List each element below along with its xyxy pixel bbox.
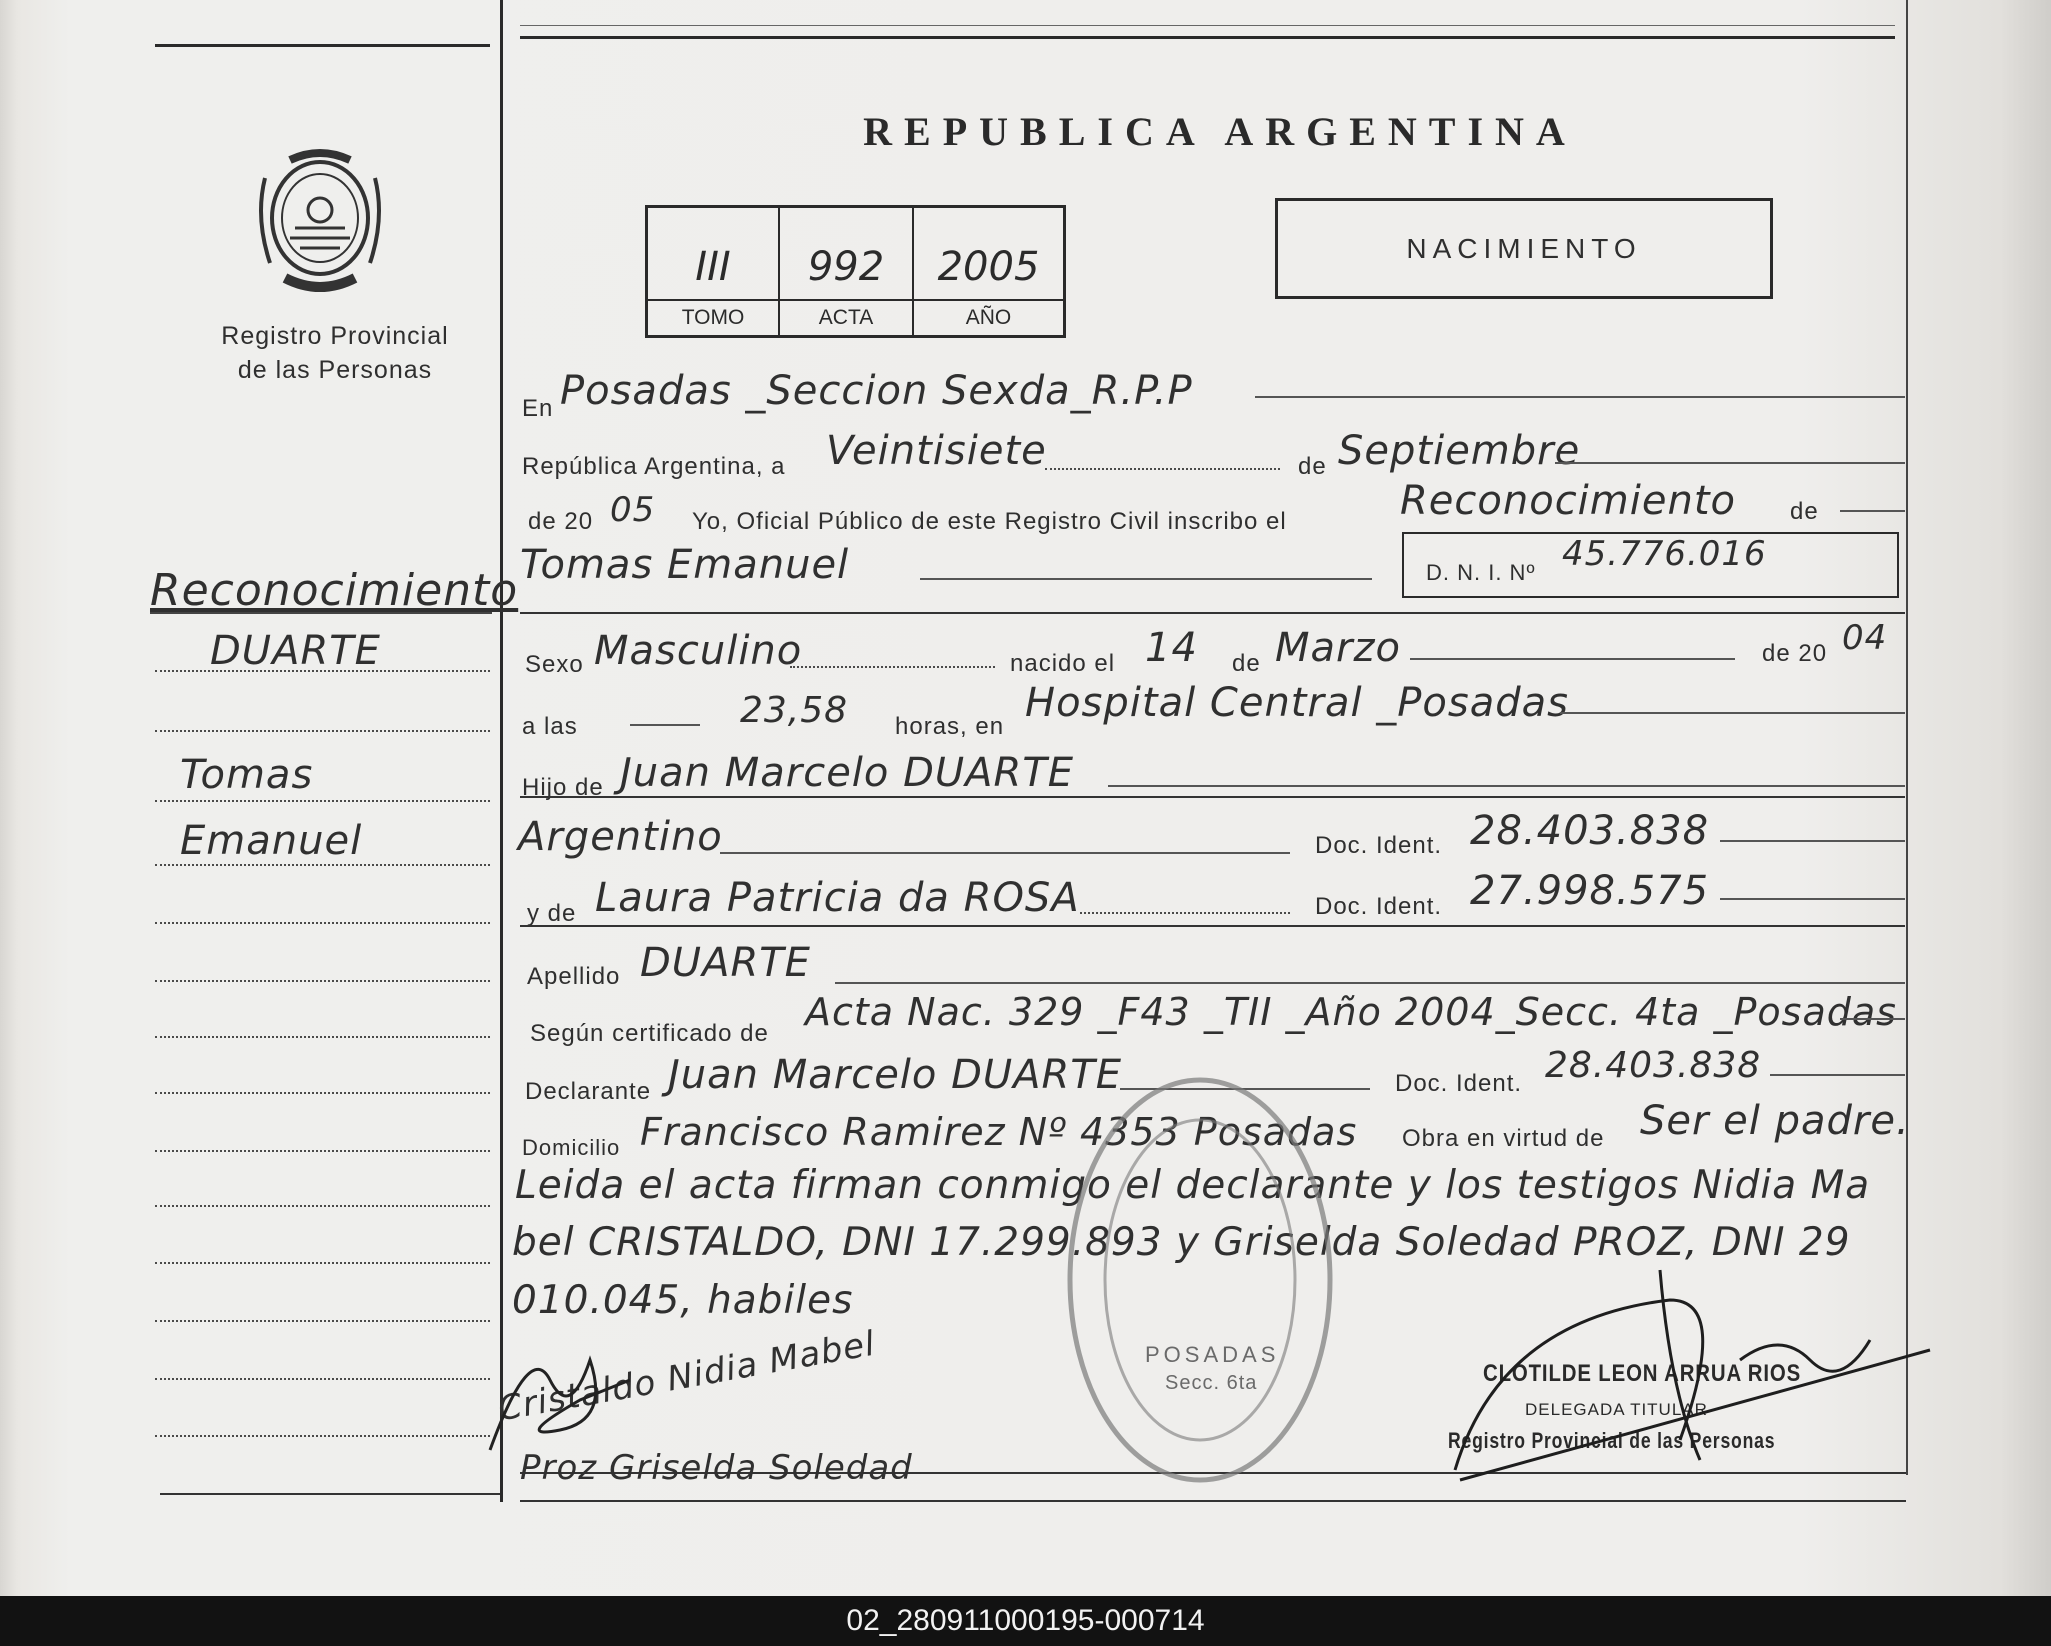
label-doc2: Doc. Ident. [1315,893,1443,920]
top-rule-right [520,36,1895,39]
label-hijo: Hijo de [522,774,604,801]
label-nacido: nacido el [1010,650,1116,677]
label-sexo: Sexo [525,651,584,678]
label-dni: D. N. I. Nº [1426,560,1536,585]
field-sexo: Masculino [594,628,803,674]
label-horas: horas, en [895,713,1005,740]
label-yde: y de [527,900,577,927]
label-alas: a las [522,713,578,740]
top-thin-rule [520,25,1895,26]
act-type: NACIMIENTO [1406,233,1642,264]
field-child-name: Tomas Emanuel [520,542,850,588]
field-domicile: Francisco Ramirez Nº 4353 Posadas [640,1110,1358,1154]
column-divider [500,0,503,1502]
official-role: DELEGADA TITULAR [1525,1400,1708,1419]
label-obra: Obra en virtud de [1402,1125,1605,1152]
field-dni: 45.776.016 [1562,534,1767,574]
page-title: REPUBLICA ARGENTINA [863,109,1577,154]
label-apellido: Apellido [527,963,621,990]
field-act: Reconocimiento [1400,478,1736,524]
dni-box [1402,532,1899,598]
label-declarante: Declarante [525,1078,652,1105]
label-en: En [522,395,554,422]
field-month: Septiembre [1338,428,1581,474]
field-declarant: Juan Marcelo DUARTE [668,1052,1123,1098]
label-certificado: Según certificado de [530,1020,769,1047]
witness-signature-1: Cristaldo Nidia Mabel [495,1323,879,1430]
tomo-label: TOMO [681,306,745,329]
province-seal-icon [245,138,395,298]
field-mother-doc: 27.998.575 [1470,868,1710,914]
registry-line2: de las Personas [237,356,433,384]
official-name: CLOTILDE LEON ARRUA RIOS [1483,1360,1802,1387]
ano-value: 2005 [937,244,1040,290]
stamp-inner1: POSADAS [1145,1342,1280,1367]
footer-code: 02_280911000195-000714 [0,1596,2051,1646]
label-de: de [1298,453,1327,480]
free-text-line2: bel CRISTALDO, DNI 17.299.893 y Griselda Soledad PROZ, DNI 29 [512,1220,1851,1265]
margin-note-name2: Emanuel [180,818,363,864]
margin-note-name1: Tomas [180,752,314,798]
acta-value: 992 [807,244,885,290]
field-day: Veintisiete [826,428,1047,474]
field-apellido: DUARTE [640,940,811,986]
acta-label: ACTA [818,306,874,329]
registry-stamp-icon [1055,1060,1345,1500]
top-rule-left [155,44,490,47]
act-type-box [1275,198,1773,299]
field-birth-month: Marzo [1275,625,1401,671]
field-birth-year: 04 [1842,618,1888,658]
label-oficial: Yo, Oficial Público de este Registro Civil inscribo el [692,508,1287,535]
witness-scribble-icon [470,1320,770,1480]
label-year: de 20 [528,508,594,535]
field-year: 05 [610,490,656,530]
free-text-line1: Leida el acta firman conmigo el declarante y los testigos Nidia Ma [515,1163,1871,1208]
official-office: Registro Provincial de las Personas [1448,1428,1776,1453]
record-id-table [645,205,1066,338]
label-doc1: Doc. Ident. [1315,832,1443,859]
field-father-nationality: Argentino [518,814,723,860]
margin-note-type: Reconocimiento [150,565,519,616]
field-virtue: Ser el padre. [1640,1098,1910,1144]
field-mother: Laura Patricia da ROSA [595,875,1080,921]
label-republica: República Argentina, a [522,453,786,480]
field-hour: 23,58 [740,690,849,731]
free-text-line3: 010.045, habiles [512,1278,854,1323]
witness-signature-2: Proz Griselda Soledad [520,1448,913,1488]
label-birth-year: de 20 [1762,640,1828,667]
margin-note-surname: DUARTE [210,628,381,674]
field-place: Posadas _Seccion Sexda_R.P.P [560,368,1193,414]
label-de2: de [1790,498,1819,525]
official-signature-icon [1440,1240,1940,1520]
tomo-value: III [695,244,731,290]
field-birth-day: 14 [1145,625,1198,671]
field-father-doc: 28.403.838 [1470,808,1710,854]
label-doc3: Doc. Ident. [1395,1070,1523,1097]
stamp-inner2: Secc. 6ta [1165,1372,1258,1394]
ano-label: AÑO [965,306,1012,329]
field-declarant-doc: 28.403.838 [1545,1045,1762,1086]
field-certificate: Acta Nac. 329 _F43 _TII _Año 2004_Secc. 4ta _Posadas [805,990,1897,1034]
registry-line1: Registro Provincial [221,322,449,350]
label-de3: de [1232,650,1261,677]
field-birth-place: Hospital Central _Posadas [1025,680,1569,726]
label-domicilio: Domicilio [522,1135,621,1160]
field-father: Juan Marcelo DUARTE [620,750,1075,796]
